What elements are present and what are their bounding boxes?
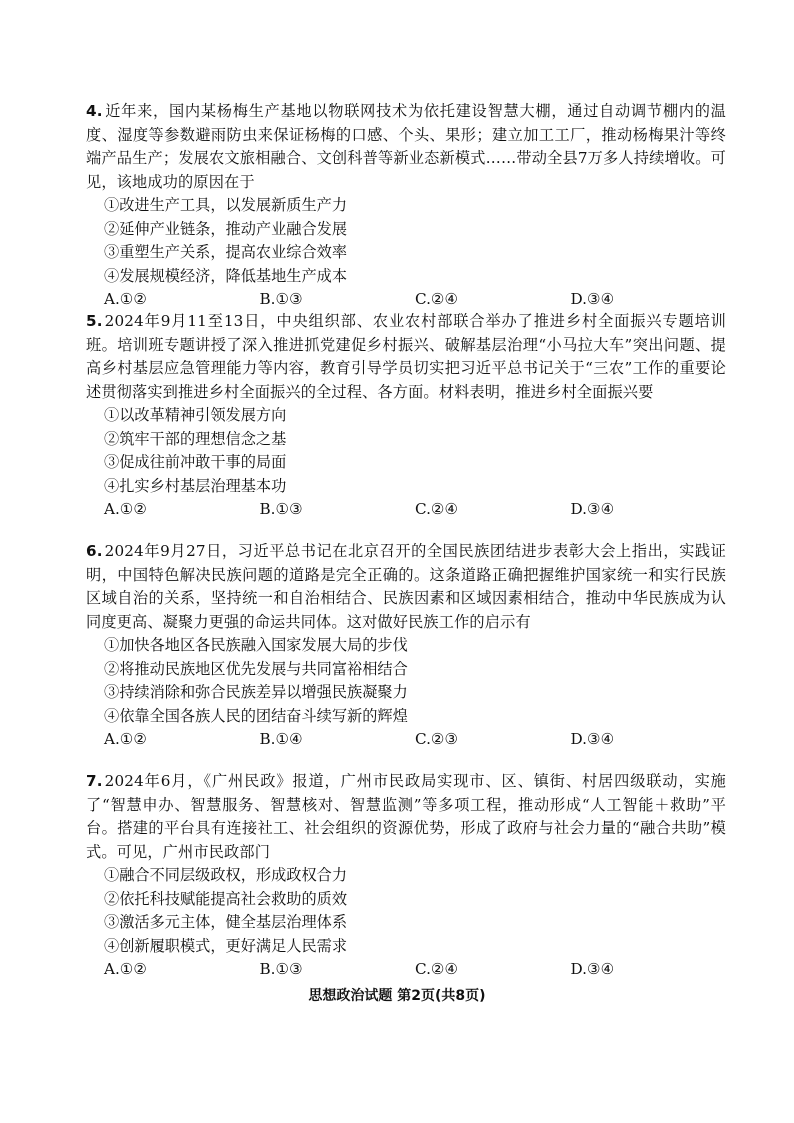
answer-choice-b: B.①③ [259, 960, 303, 978]
statement-option: ③重塑生产关系，提高农业综合效率 [104, 243, 347, 261]
statement-option: ④扎实乡村基层治理基本功 [104, 476, 287, 495]
question-4 [86, 100, 726, 312]
answer-choice-b: B.①④ [259, 730, 303, 748]
statement-option: ①融合不同层级政权，形成政权合力 [104, 866, 347, 884]
question-7 [86, 770, 726, 982]
answer-choice-b: B.①③ [259, 290, 303, 308]
answer-choice-c: C.②③ [415, 730, 459, 748]
question-text: 近年来，国内某杨梅生产基地以物联网技术为依托建设智慧大棚，通过自动调节棚内的温度、湿度等参数避雨防虫来保证杨梅的口感、个头、果形；建立加工工厂，推动杨梅果汁等终端产品生产；发展农文旅相融合、文创科普等新业态新模式……带动全县7万多人持续增收。可见，该地成功的原因在于 [86, 102, 726, 191]
question-number: 5. [86, 312, 103, 330]
statement-option: ②延伸产业链条，推动产业融合发展 [104, 219, 347, 238]
question-6 [86, 540, 726, 752]
question-stem [86, 540, 726, 634]
answer-choice-b: B.①③ [259, 500, 303, 518]
question-stem [86, 310, 726, 404]
answer-choice-d: D.③④ [570, 290, 615, 308]
statement-option: ④创新履职模式，更好满足人民需求 [104, 936, 347, 955]
statement-option: ②筑牢干部的理想信念之基 [104, 429, 287, 448]
question-stem [86, 770, 726, 864]
answer-choice-a: A.①② [104, 500, 148, 518]
answer-choices [104, 728, 726, 752]
answer-choice-a: A.①② [104, 290, 148, 308]
page-footer: 思想政治试题 第2页(共8页) [308, 988, 486, 1004]
question-stem [86, 100, 726, 194]
statement-option: ①改进生产工具，以发展新质生产力 [104, 196, 347, 214]
answer-choice-c: C.②④ [415, 290, 459, 308]
statement-option: ②将推动民族地区优先发展与共同富裕相结合 [104, 659, 408, 678]
answer-choice-c: C.②④ [415, 500, 459, 518]
statement-option: ③激活多元主体，健全基层治理体系 [104, 913, 347, 931]
answer-choice-d: D.③④ [570, 960, 615, 978]
answer-choice-c: C.②④ [415, 960, 459, 978]
statement-option: ①加快各地区各民族融入国家发展大局的步伐 [104, 636, 408, 654]
answer-choice-d: D.③④ [570, 730, 615, 748]
question-number: 6. [86, 542, 103, 560]
question-text: 2024年9月27日，习近平总书记在北京召开的全国民族团结进步表彰大会上指出，实践证明，中国特色解决民族问题的道路是完全正确的。这条道路正确把握维护国家统一和实行民族区域自治的关系，坚持统一和自治相结合、民族因素和区域因素相结合，推动中华民族成为认同度更高、凝聚力更强的命运共同体。这对做好民族工作的启示有 [86, 542, 726, 631]
statement-option: ④发展规模经济，降低基地生产成本 [104, 266, 347, 285]
answer-choice-a: A.①② [104, 730, 148, 748]
answer-choice-a: A.①② [104, 960, 148, 978]
question-5 [86, 310, 726, 522]
question-number: 4. [86, 102, 103, 120]
question-text: 2024年6月，《广州民政》报道，广州市民政局实现市、区、镇街、村居四级联动，实施了“智慧申办、智慧服务、智慧核对、智慧监测”等多项工程，推动形成“人工智能＋救助”平台。搭建的平台具有连接社工、社会组织的资源优势，形成了政府与社会力量的“融合共助”模式。可见，广州市民政部门 [86, 772, 726, 861]
question-number: 7. [86, 772, 103, 790]
statement-option: ③促成往前冲敢干事的局面 [104, 453, 287, 471]
statement-option: ②依托科技赋能提高社会救助的质效 [104, 889, 347, 908]
answer-choices [104, 498, 726, 522]
answer-choices [104, 958, 726, 982]
statement-option: ④依靠全国各族人民的团结奋斗续写新的辉煌 [104, 706, 408, 725]
question-text: 2024年9月11至13日，中央组织部、农业农村部联合举办了推进乡村全面振兴专题培训班。培训班专题讲授了深入推进抓党建促乡村振兴、破解基层治理“小马拉大车”突出问题、提高乡村基层应急管理能力等内容，教育引导学员切实把习近平总书记关于“三农”工作的重要论述贯彻落实到推进乡村全面振兴的全过程、各方面。材料表明，推进乡村全面振兴要 [86, 312, 726, 401]
answer-choices [104, 288, 726, 312]
answer-choice-d: D.③④ [570, 500, 615, 518]
statement-option: ③持续消除和弥合民族差异以增强民族凝聚力 [104, 683, 408, 701]
statement-option: ①以改革精神引领发展方向 [104, 406, 287, 424]
